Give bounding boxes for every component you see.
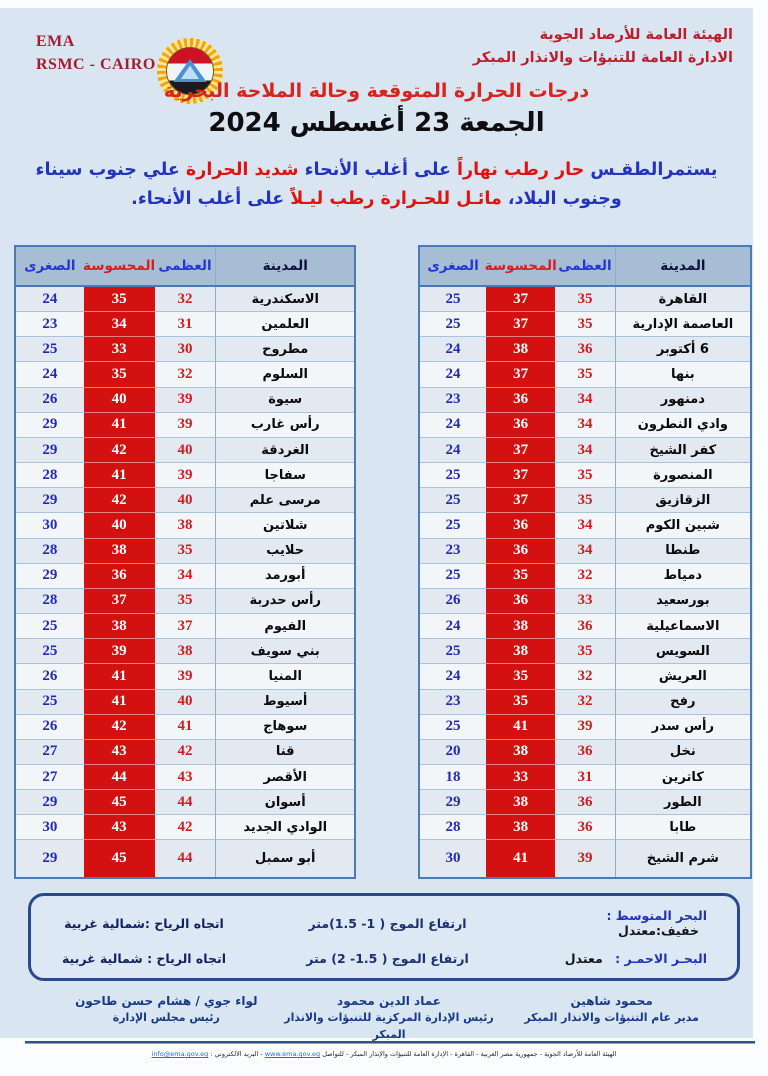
max-temp-cell: 36 [555, 337, 614, 362]
table-row [16, 589, 354, 614]
max-temp-cell: 43 [155, 765, 216, 790]
synopsis-part: علي جنوب سيناء وجنوب البلاد، [35, 160, 622, 209]
signature-director [500, 992, 723, 1043]
max-temp-cell: 32 [155, 287, 216, 312]
feels-like-temp-cell: 42 [84, 715, 155, 740]
city-name-cell: الغردقة [215, 438, 354, 463]
bulletin-sheet [0, 8, 753, 1041]
max-temp-cell: 35 [555, 287, 614, 312]
footer-text: - البريد الالكتروني : [208, 1050, 265, 1058]
sea-state [518, 951, 737, 966]
max-temp-cell: 34 [555, 413, 614, 438]
table-row [16, 413, 354, 438]
feels-like-temp-cell: 37 [486, 312, 555, 337]
table-row [420, 664, 750, 689]
city-name-cell: نخل [615, 740, 750, 765]
min-temp-cell: 24 [420, 362, 486, 387]
footer-website-link[interactable]: www.ema.gov.eg [264, 1050, 321, 1058]
sea-state [518, 908, 737, 938]
table-row [420, 690, 750, 715]
city-name-cell: العاصمة الإدارية [615, 312, 750, 337]
max-temp-cell: 36 [555, 790, 614, 815]
city-name-cell: مطروح [215, 337, 354, 362]
min-temp-cell: 24 [420, 438, 486, 463]
city-name-cell: أسوان [215, 790, 354, 815]
feels-like-temp-cell: 39 [84, 639, 155, 664]
max-temp-cell: 39 [555, 715, 614, 740]
weather-synopsis [30, 156, 723, 214]
table-row [16, 312, 354, 337]
max-temp-cell: 32 [155, 362, 216, 387]
feels-like-temp-cell: 37 [84, 589, 155, 614]
feels-like-temp-cell: 38 [84, 614, 155, 639]
table-row [420, 715, 750, 740]
feels-like-temp-cell: 37 [486, 463, 555, 488]
footer-email-link[interactable]: info@ema.gov.eg [151, 1050, 209, 1058]
table-row [16, 539, 354, 564]
feels-like-temp-cell: 37 [486, 438, 555, 463]
city-name-cell: دمنهور [615, 388, 750, 413]
page-title: درجات الحرارة المتوقعة وحالة الملاحة البحرية [163, 80, 590, 102]
wave-height: ارتفاع الموج ( 1- 1.5)متر [308, 915, 467, 931]
city-name-cell: العريش [615, 664, 750, 689]
city-name-cell: أسيوط [215, 690, 354, 715]
min-temp-cell: 29 [16, 840, 84, 876]
city-name-cell: كفر الشيخ [615, 438, 750, 463]
max-temp-cell: 35 [555, 639, 614, 664]
max-temp-cell: 36 [555, 815, 614, 840]
feels-like-temp-cell: 35 [84, 287, 155, 312]
feels-like-temp-cell: 37 [486, 362, 555, 387]
min-temp-cell: 18 [420, 765, 486, 790]
min-temp-cell: 29 [16, 488, 84, 513]
feels-like-temp-cell: 42 [84, 488, 155, 513]
max-temp-cell: 36 [555, 614, 614, 639]
city-name-cell: رأس حدربة [215, 589, 354, 614]
city-name-cell: رفح [615, 690, 750, 715]
table-row [16, 664, 354, 689]
feels-like-temp-cell: 45 [84, 840, 155, 876]
min-temp-cell: 23 [420, 690, 486, 715]
city-name-cell: سيوة [215, 388, 354, 413]
footer-contact-line [0, 1050, 768, 1058]
max-temp-cell: 44 [155, 840, 216, 876]
max-temp-cell: 42 [155, 815, 216, 840]
feels-like-temp-cell: 36 [486, 413, 555, 438]
signature-name: لواء جوي / هشام حسن طاحون [75, 994, 258, 1008]
city-name-cell: دمياط [615, 564, 750, 589]
footer-divider [25, 1041, 755, 1044]
max-temp-cell: 35 [555, 488, 614, 513]
min-temp-cell: 27 [16, 740, 84, 765]
table-header-row [16, 247, 354, 287]
min-temp-cell: 25 [16, 337, 84, 362]
feels-like-temp-cell: 35 [486, 564, 555, 589]
table-row [16, 463, 354, 488]
city-name-cell: أبو سمبل [215, 840, 354, 876]
max-temp-cell: 34 [555, 513, 614, 538]
min-temp-cell: 25 [420, 564, 486, 589]
min-temp-cell: 26 [16, 715, 84, 740]
min-temp-cell: 23 [16, 312, 84, 337]
max-temp-cell: 39 [155, 388, 216, 413]
wind-direction: اتجاه الرياح :شمالية غربية [64, 915, 224, 931]
feels-like-temp-cell: 33 [84, 337, 155, 362]
feels-like-temp-cell: 41 [486, 715, 555, 740]
table-row [16, 840, 354, 876]
footer-text: الهيئة العامة للأرصاد الجوية - جمهورية مصر العربية - القاهرة - الإدارة العامة للتنبؤات والإنذار المبكر - للتواصل [320, 1050, 617, 1058]
synopsis-part-red: شديد الحرارة [179, 160, 299, 180]
max-temp-cell: 40 [155, 690, 216, 715]
city-name-cell: طابا [615, 815, 750, 840]
table-row [420, 639, 750, 664]
min-temp-cell: 28 [16, 589, 84, 614]
feels-like-temp-cell: 35 [486, 664, 555, 689]
max-temp-cell: 31 [155, 312, 216, 337]
min-temp-cell: 30 [16, 513, 84, 538]
feels-column-header: المحسوسة [484, 258, 557, 274]
min-temp-cell: 27 [16, 765, 84, 790]
feels-like-temp-cell: 38 [486, 337, 555, 362]
table-row [16, 488, 354, 513]
min-temp-cell: 29 [16, 564, 84, 589]
min-temp-cell: 24 [420, 614, 486, 639]
ema-english-title [36, 30, 156, 76]
city-name-cell: القاهرة [615, 287, 750, 312]
min-temp-cell: 25 [420, 312, 486, 337]
table-row [420, 614, 750, 639]
table-row [16, 740, 354, 765]
feels-like-temp-cell: 37 [486, 287, 555, 312]
min-temp-cell: 24 [16, 362, 84, 387]
max-temp-cell: 35 [555, 312, 614, 337]
table-row [16, 388, 354, 413]
city-name-cell: الطور [615, 790, 750, 815]
wind-direction: اتجاه الرياح : شمالية غربية [61, 950, 226, 966]
max-temp-cell: 39 [155, 463, 216, 488]
max-temp-cell: 32 [555, 564, 614, 589]
table-row [420, 438, 750, 463]
ema-abbrev: EMA [36, 33, 75, 50]
city-name-cell: السلوم [215, 362, 354, 387]
city-name-cell: المنيا [215, 664, 354, 689]
city-name-cell: الاسكندرية [215, 287, 354, 312]
min-temp-cell: 25 [420, 287, 486, 312]
max-column-header: العظمى [158, 258, 212, 274]
signature-name: محمود شاهين [570, 994, 653, 1008]
table-row [16, 815, 354, 840]
table-row [420, 840, 750, 876]
max-temp-cell: 30 [155, 337, 216, 362]
city-name-cell: شبين الكوم [615, 513, 750, 538]
feels-like-temp-cell: 38 [486, 740, 555, 765]
min-temp-cell: 24 [420, 337, 486, 362]
city-name-cell: رأس غارب [215, 413, 354, 438]
city-column-header: المدينة [215, 247, 354, 285]
city-name-cell: بني سويف [215, 639, 354, 664]
min-temp-cell: 28 [16, 463, 84, 488]
feels-like-temp-cell: 41 [84, 664, 155, 689]
min-temp-cell: 25 [16, 639, 84, 664]
max-column-header: العظمى [558, 258, 612, 274]
synopsis-part-red: مائـل للحـرارة رطب ليـلاً [284, 188, 502, 209]
min-temp-cell: 29 [420, 790, 486, 815]
max-temp-cell: 34 [555, 388, 614, 413]
table-row [420, 287, 750, 312]
temperature-table-right [418, 245, 752, 879]
feels-like-temp-cell: 41 [486, 840, 555, 876]
city-name-cell: بنها [615, 362, 750, 387]
min-temp-cell: 28 [420, 815, 486, 840]
marine-conditions-box [28, 893, 740, 981]
max-temp-cell: 35 [555, 362, 614, 387]
sea-name-label: البحـر الاحمـر : [615, 950, 707, 966]
feels-like-temp-cell: 40 [84, 513, 155, 538]
feels-like-temp-cell: 41 [84, 690, 155, 715]
min-temp-cell: 24 [420, 664, 486, 689]
max-temp-cell: 39 [555, 840, 614, 876]
table-row [420, 539, 750, 564]
wave-height: ارتفاع الموج ( 1.5- 2) متر [306, 950, 469, 966]
min-temp-cell: 23 [420, 539, 486, 564]
feels-like-temp-cell: 35 [486, 690, 555, 715]
red-sea-row [31, 951, 737, 966]
signatures-block [0, 992, 753, 1043]
city-name-cell: طنطا [615, 539, 750, 564]
table-row [420, 488, 750, 513]
max-temp-cell: 36 [555, 740, 614, 765]
sea-name-label: البحر المتوسط : [606, 908, 707, 924]
city-name-cell: شلاتين [215, 513, 354, 538]
min-temp-cell: 30 [420, 840, 486, 876]
synopsis-part: يستمرالطقـس [584, 160, 718, 180]
city-name-cell: سوهاج [215, 715, 354, 740]
city-name-cell: 6 أكتوبر [615, 337, 750, 362]
city-name-cell: مرسى علم [215, 488, 354, 513]
min-temp-cell: 24 [420, 413, 486, 438]
max-temp-cell: 41 [155, 715, 216, 740]
max-temp-cell: 34 [555, 539, 614, 564]
signature-name: عماد الدين محمود [337, 994, 441, 1008]
feels-like-temp-cell: 36 [486, 388, 555, 413]
table-row [420, 337, 750, 362]
table-header-row [420, 247, 750, 287]
max-temp-cell: 40 [155, 438, 216, 463]
table-row [16, 287, 354, 312]
min-temp-cell: 26 [16, 664, 84, 689]
city-name-cell: الفيوم [215, 614, 354, 639]
table-row [16, 337, 354, 362]
table-row [420, 312, 750, 337]
table-row [420, 815, 750, 840]
table-row [420, 765, 750, 790]
table-row [420, 790, 750, 815]
table-row [16, 765, 354, 790]
city-name-cell: الأقصر [215, 765, 354, 790]
org-arabic-title [473, 24, 733, 70]
signature-title: رئيس مجلس الإدارة [112, 1011, 220, 1024]
table-row [420, 413, 750, 438]
city-name-cell: الزقازيق [615, 488, 750, 513]
city-name-cell: شرم الشيخ [615, 840, 750, 876]
table-row [16, 362, 354, 387]
min-temp-cell: 25 [16, 690, 84, 715]
table-row [16, 513, 354, 538]
table-row [420, 513, 750, 538]
city-column-header: المدينة [615, 247, 750, 285]
feels-like-temp-cell: 38 [486, 815, 555, 840]
min-temp-cell: 28 [16, 539, 84, 564]
city-name-cell: رأس سدر [615, 715, 750, 740]
table-row [420, 589, 750, 614]
max-temp-cell: 35 [555, 463, 614, 488]
synopsis-part: على أغلب الأنحاء [298, 160, 451, 180]
city-name-cell: حلايب [215, 539, 354, 564]
feels-like-temp-cell: 45 [84, 790, 155, 815]
synopsis-part-red: حار رطب نهاراً [450, 160, 585, 180]
city-name-cell: السويس [615, 639, 750, 664]
max-temp-cell: 31 [555, 765, 614, 790]
city-name-cell: قنا [215, 740, 354, 765]
max-temp-cell: 34 [155, 564, 216, 589]
city-name-cell: وادي النطرون [615, 413, 750, 438]
feels-like-temp-cell: 35 [84, 362, 155, 387]
temperature-table-left [14, 245, 356, 879]
city-name-cell: المنصورة [615, 463, 750, 488]
min-temp-cell: 25 [420, 715, 486, 740]
table-row [420, 362, 750, 387]
table-row [420, 388, 750, 413]
feels-column-header: المحسوسة [83, 258, 156, 274]
min-column-header: الصغرى [24, 258, 76, 274]
mediterranean-row [31, 908, 737, 938]
max-temp-cell: 38 [155, 513, 216, 538]
feels-like-temp-cell: 42 [84, 438, 155, 463]
table-row [16, 564, 354, 589]
feels-like-temp-cell: 36 [486, 513, 555, 538]
city-name-cell: كاترين [615, 765, 750, 790]
synopsis-part: على أغلب الأنحاء. [131, 188, 285, 209]
min-temp-cell: 26 [420, 589, 486, 614]
max-temp-cell: 32 [555, 690, 614, 715]
min-temp-cell: 24 [16, 287, 84, 312]
feels-like-temp-cell: 38 [486, 790, 555, 815]
city-name-cell: بورسعيد [615, 589, 750, 614]
max-temp-cell: 39 [155, 413, 216, 438]
feels-like-temp-cell: 33 [486, 765, 555, 790]
feels-like-temp-cell: 44 [84, 765, 155, 790]
city-name-cell: أبورمد [215, 564, 354, 589]
feels-like-temp-cell: 41 [84, 463, 155, 488]
max-temp-cell: 32 [555, 664, 614, 689]
table-row [420, 463, 750, 488]
max-temp-cell: 42 [155, 740, 216, 765]
min-temp-cell: 25 [420, 639, 486, 664]
feels-like-temp-cell: 36 [486, 539, 555, 564]
min-column-header: الصغرى [427, 258, 479, 274]
org-dept-line: الادارة العامة للتنبؤات والانذار المبكر [472, 50, 733, 67]
table-row [420, 564, 750, 589]
table-row [16, 715, 354, 740]
feels-like-temp-cell: 36 [486, 589, 555, 614]
min-temp-cell: 20 [420, 740, 486, 765]
city-name-cell: العلمين [215, 312, 354, 337]
min-temp-cell: 26 [16, 388, 84, 413]
city-name-cell: الاسماعيلية [615, 614, 750, 639]
table-row [420, 740, 750, 765]
min-temp-cell: 25 [420, 488, 486, 513]
signature-chairman [55, 992, 278, 1043]
feels-like-temp-cell: 38 [486, 614, 555, 639]
max-temp-cell: 33 [555, 589, 614, 614]
signature-title: مدير عام التنبؤات والانذار المبكر [524, 1011, 699, 1024]
min-temp-cell: 29 [16, 790, 84, 815]
min-temp-cell: 25 [16, 614, 84, 639]
table-row [16, 639, 354, 664]
max-temp-cell: 44 [155, 790, 216, 815]
feels-like-temp-cell: 36 [84, 564, 155, 589]
feels-like-temp-cell: 38 [84, 539, 155, 564]
rsmc-cairo-label: RSMC - CAIRO [36, 56, 156, 74]
feels-like-temp-cell: 43 [84, 815, 155, 840]
min-temp-cell: 29 [16, 438, 84, 463]
city-name-cell: سفاجا [215, 463, 354, 488]
max-temp-cell: 34 [555, 438, 614, 463]
signature-head-central [278, 992, 501, 1043]
min-temp-cell: 30 [16, 815, 84, 840]
feels-like-temp-cell: 41 [84, 413, 155, 438]
max-temp-cell: 35 [155, 539, 216, 564]
sea-state-value: معتدل [564, 950, 603, 966]
bulletin-date: الجمعة 23 أغسطس 2024 [208, 108, 545, 138]
max-temp-cell: 39 [155, 664, 216, 689]
table-row [16, 614, 354, 639]
max-temp-cell: 40 [155, 488, 216, 513]
max-temp-cell: 38 [155, 639, 216, 664]
max-temp-cell: 35 [155, 589, 216, 614]
feels-like-temp-cell: 40 [84, 388, 155, 413]
max-temp-cell: 37 [155, 614, 216, 639]
min-temp-cell: 25 [420, 463, 486, 488]
signature-title: رئيس الإدارة المركزية للتنبؤات والانذار المبكر [284, 1011, 494, 1041]
feels-like-temp-cell: 38 [486, 639, 555, 664]
sea-state-value: خفيف:معتدل [618, 923, 699, 939]
feels-like-temp-cell: 37 [486, 488, 555, 513]
min-temp-cell: 25 [420, 513, 486, 538]
feels-like-temp-cell: 34 [84, 312, 155, 337]
city-name-cell: الوادي الجديد [215, 815, 354, 840]
min-temp-cell: 29 [16, 413, 84, 438]
table-row [16, 438, 354, 463]
table-row [16, 690, 354, 715]
min-temp-cell: 23 [420, 388, 486, 413]
feels-like-temp-cell: 43 [84, 740, 155, 765]
table-row [16, 790, 354, 815]
org-name-line: الهيئة العامة للأرصاد الجوية [539, 27, 733, 43]
